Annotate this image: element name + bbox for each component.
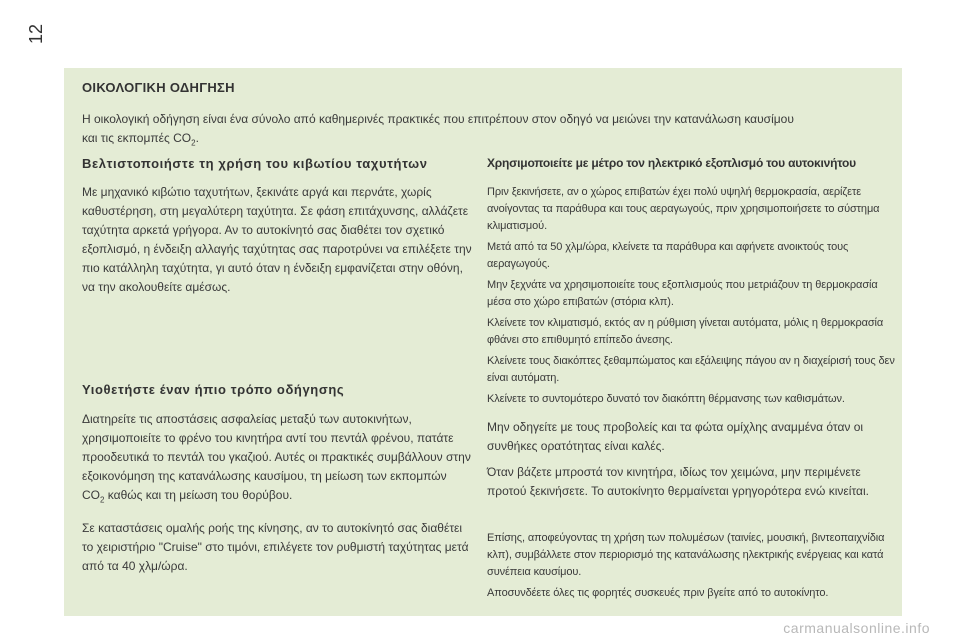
lights-section xyxy=(487,418,899,466)
winter-section xyxy=(487,463,899,511)
co2-subscript: 2 xyxy=(191,138,196,148)
tip-close-windows: Μετά από τα 50 χλμ/ώρα, κλείνετε τα παράθυρα και αφήνετε ανοικτούς τους αεραγωγούς. xyxy=(487,241,849,270)
gearbox-paragraph: Με μηχανικό κιβώτιο ταχυτήτων, ξεκινάτε αργά και περνάτε, χωρίς καθυστέρηση, στη μεγαλύτερη ταχύτητα. Σε φάση επιτάχυνσης, αλλάζετε ταχύτητα αρκετά γρήγορα. Αν το αυτοκίνητό σας διαθέτει τον σχετικό εξοπλισμό, η ένδειξη αλλαγής ταχύτητας σας παροτρύνει να επιλέξετε την πιο κατάλληλη ταχύτητα, γι αυτό όταν η ένδειξη εμφανίζεται στην οθόνη, να την ακολουθείτε αμέσως. xyxy=(82,185,472,294)
intro-line-2-text: και τις εκπομπές CO xyxy=(82,131,192,145)
page-number: 12 xyxy=(26,23,46,44)
gentle-driving-section xyxy=(82,410,472,586)
gearbox-section xyxy=(82,183,472,307)
tip-multimedia: Επίσης, αποφεύγοντας τη χρήση των πολυμέσων (ταινίες, μουσική, βιντεοπαιχνίδια κλπ), συμβάλλετε στον περιορισμό της κατανάλωσης ηλεκτρικής ενέργειας και κατά συνέπεια καυσίμου. xyxy=(487,532,885,578)
gentle-driving-paragraph xyxy=(82,410,472,509)
tip-demister: Κλείνετε τους διακόπτες ξεθαμπώματος και εξάλειψης πάγου αν η διαχείρισή τους δεν είναι αυτόματη. xyxy=(487,355,895,384)
tip-disconnect-devices: Αποσυνδέετε όλες τις φορητές συσκευές πριν βγείτε από το αυτοκίνητο. xyxy=(487,587,829,599)
co2-subscript-2: 2 xyxy=(100,495,105,505)
watermark: carmanualsonline.info xyxy=(783,620,930,636)
heading-electrical-equipment: Χρησιμοποιείτε με μέτρο τον ηλεκτρικό εξοπλισμό του αυτοκινήτου xyxy=(487,156,856,170)
intro-paragraph xyxy=(82,110,892,152)
tip-aircon: Κλείνετε τον κλιματισμό, εκτός αν η ρύθμιση γίνεται αυτόματα, μόλις η θερμοκρασία φθάνει στο επιθυμητό επίπεδο άνεσης. xyxy=(487,317,884,346)
cruise-paragraph: Σε καταστάσεις ομαλής ροής της κίνησης, αν το αυτοκίνητό σας διαθέτει το χειριστήριο "Cruise" στο τιμόνι, επιλέγετε τον ρυθμιστή ταχύτητας μετά από τα 40 χλμ/ώρα. xyxy=(82,521,469,574)
intro-line-1: Η οικολογική οδήγηση είναι ένα σύνολο από καθημερινές πρακτικές που επιτρέπουν στον οδηγό να μειώνει την κατανάλωση καυσίμου xyxy=(82,112,794,126)
electrical-tips-1 xyxy=(487,184,899,412)
page-title: ΟΙΚΟΛΟΓΙΚΗ ΟΔΗΓΗΣΗ xyxy=(82,80,235,95)
heading-gentle-driving: Υιοθετήστε έναν ήπιο τρόπο οδήγησης xyxy=(82,382,345,397)
intro-line-2 xyxy=(82,129,892,152)
tip-seat-heating: Κλείνετε το συντομότερο δυνατό τον διακόπτη θέρμανσης των καθισμάτων. xyxy=(487,393,845,405)
tip-ventilate: Πριν ξεκινήσετε, αν ο χώρος επιβατών έχει πολύ υψηλή θερμοκρασία, αερίζετε ανοίγοντας τα παράθυρα και τους αεραγωγούς, πριν χρησιμοποιήσετε το σύστημα κλιματισμού. xyxy=(487,186,880,232)
intro-line-2-end: . xyxy=(195,131,199,145)
gentle-driving-text-end: καθώς και τη μείωση του θορύβου. xyxy=(104,488,293,502)
winter-paragraph: Όταν βάζετε μπροστά τον κινητήρα, ιδίως τον χειμώνα, μην περιμένετε προτού ξεκινήσετε. Το αυτοκίνητο θερμαίνεται γρηγορότερα ενώ κινείται. xyxy=(487,465,869,498)
lights-paragraph: Μην οδηγείτε με τους προβολείς και τα φώτα ομίχλης αναμμένα όταν οι συνθήκες ορατότητας είναι καλές. xyxy=(487,420,864,453)
electrical-tips-2 xyxy=(487,530,899,606)
heading-gearbox: Βελτιστοποιήστε τη χρήση του κιβωτίου ταχυτήτων xyxy=(82,156,428,171)
gentle-driving-text: Διατηρείτε τις αποστάσεις ασφαλείας μεταξύ των αυτοκινήτων, χρησιμοποιείτε το φρένο του κινητήρα αντί του πεντάλ φρένου, πατάτε προοδευτικά το πεντάλ του γκαζιού. Αυτές οι πρακτικές συμβάλλουν στην εξοικονόμηση της κατανάλωσης καυσίμου, τη μείωση των εκπομπών CO xyxy=(82,412,471,502)
tip-shades: Μην ξεχνάτε να χρησιμοποιείτε τους εξοπλισμούς που μετριάζουν τη θερμοκρασία μέσα στο χώρο επιβατών (στόρια κλπ). xyxy=(487,279,878,308)
